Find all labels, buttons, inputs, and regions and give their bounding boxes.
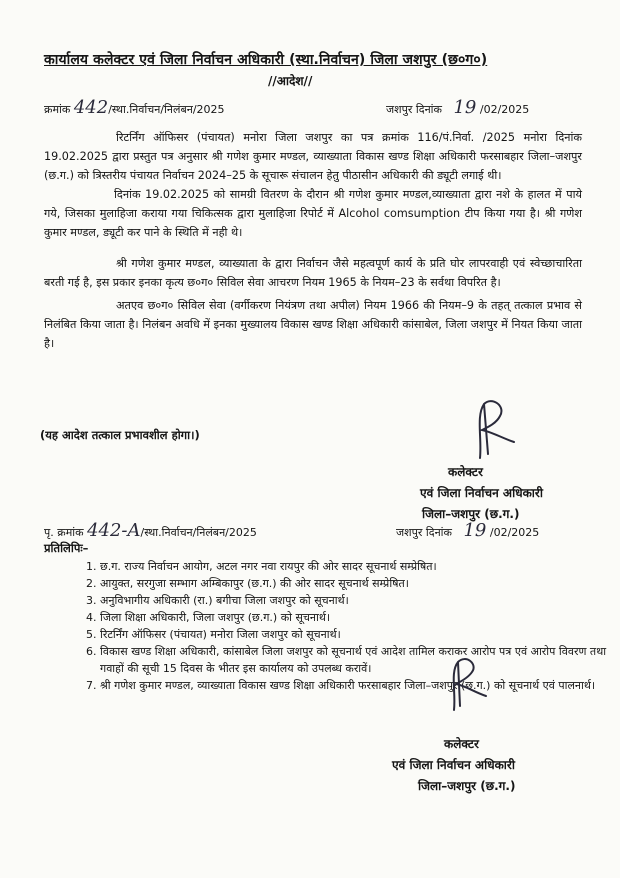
copy-to-item: 3. अनुविभागीय अधिकारी (रा.) बगीचा जिला जशपुर को सूचनार्थ। [100, 592, 610, 609]
order-number-line [44, 97, 225, 118]
copy-to-item: 2. आयुक्त, सरगुजा सम्भाग अम्बिकापुर (छ.ग.) की ओर सादर सूचनार्थ सम्प्रेषित। [100, 575, 610, 592]
order-number-handwritten: 442 [73, 97, 109, 118]
copy-to-item: 7. श्री गणेश कुमार मण्डल, व्याख्याता विकास खण्ड शिक्षा अधिकारी फरसाबहार जिला–जशपुर (छ.ग.) को सूचनार्थ एवं पालनार्थ। [100, 677, 610, 694]
endorsement-date-line [396, 520, 539, 541]
signature-1-district: जिला–जशपुर (छ.ग.) [422, 507, 520, 521]
order-heading: //आदेश// [268, 74, 313, 88]
order-date-day-handwritten: 19 [453, 97, 477, 118]
collector-signature-1 [462, 398, 532, 466]
copy-to-list [76, 558, 610, 694]
signature-2-role: एवं जिला निर्वाचन अधिकारी [392, 758, 515, 772]
signature-1-role: एवं जिला निर्वाचन अधिकारी [420, 486, 543, 500]
order-number-suffix: /स्था.निर्वाचन/निलंबन/2025 [108, 103, 225, 116]
endorsement-number-handwritten: 442-A [87, 520, 141, 541]
copy-to-item: 1. छ.ग. राज्य निर्वाचन आयोग, अटल नगर नवा रायपुर की ओर सादर सूचनार्थ सम्प्रेषित। [100, 558, 610, 575]
endorsement-date-label: जशपुर दिनांक [396, 526, 452, 539]
body-paragraph-4: अतएव छ०ग० सिविल सेवा (वर्गीकरण नियंत्रण तथा अपील) नियम 1966 की नियम–9 के तहत् तत्काल प्रभाव से निलंबित किया जाता है। निलंबन अवधि में इनका मुख्यालय विकास खण्ड शिक्षा अधिकारी कांसाबेल, जिला जशपुर में नियत किया जाता है। [44, 299, 582, 350]
signature-2-district: जिला–जशपुर (छ.ग.) [418, 779, 516, 793]
signature-2-designation: कलेक्टर [444, 737, 479, 751]
effective-note: (यह आदेश तत्काल प्रभावशील होगा।) [40, 428, 200, 442]
order-date-line [386, 97, 529, 118]
endorsement-date-day-handwritten: 19 [463, 520, 487, 541]
order-date-label: जशपुर दिनांक [386, 103, 442, 116]
body-paragraph-2: दिनांक 19.02.2025 को सामग्री वितरण के दौरान श्री गणेश कुमार मण्डल,व्याख्याता द्वारा नशे के हालत में पाये गये, जिसका मुलाहिजा कराया गया चिकित्सक द्वारा मुलाहिजा रिपोर्ट में Alcohol comsumption टीप किया गया है। श्री गणेश कुमार मण्डल, ड्यूटी कर पाने के स्थिति में नही थे। [44, 188, 582, 239]
collector-signature-2 [438, 656, 498, 716]
copy-to-item: 6. विकास खण्ड शिक्षा अधिकारी, कांसाबेल जिला जशपुर को सूचनार्थ एवं आदेश तामिल कराकर आरोप पत्र एवं आरोप विवरण तथा गवाहों की सूची 15 दिवस के भीतर इस कार्यालय को उपलब्ध करावें। [100, 643, 610, 677]
endorsement-date-month-year: /02/2025 [489, 526, 540, 539]
body-paragraph-3: श्री गणेश कुमार मण्डल, व्याख्याता के द्वारा निर्वाचन जैसे महत्वपूर्ण कार्य के प्रति घोर लापरवाही एवं स्वेच्छाचारिता बरती गई है, इस प्रकार इनका कृत्य छ०ग० सिविल सेवा आचरण नियम 1965 के नियम–23 के सर्वथा विपरित है। [44, 257, 582, 289]
endorsement-number-line [44, 520, 257, 541]
endorsement-number-suffix: /स्था.निर्वाचन/निलंबन/2025 [140, 526, 257, 539]
copy-to-label: प्रतिलिपिः– [44, 541, 89, 555]
order-date-month-year: /02/2025 [479, 103, 530, 116]
order-number-prefix: क्रमांक [44, 103, 71, 116]
endorsement-number-prefix: पृ. क्रमांक [44, 526, 84, 539]
signature-block-1 [420, 462, 543, 525]
body-paragraph-1: रिटर्निंग ऑफिसर (पंचायत) मनोरा जिला जशपुर का पत्र क्रमांक 116/पं.निर्वा. /2025 मनोरा दिनांक 19.02.2025 द्वारा प्रस्तुत पत्र अनुसार श्री गणेश कुमार मण्डल, व्याख्याता विकास खण्ड शिक्षा अधिकारी फरसाबहार जिला–जशपुर (छ.ग.) को त्रिस्तरीय पंचायत निर्वाचन 2024–25 के सूचारू संचालन हेतु पीठासीन अधिकारी की ड्यूटी लगाई थी। [44, 131, 582, 182]
copy-to-item: 4. जिला शिक्षा अधिकारी, जिला जशपुर (छ.ग.) को सूचनार्थ। [100, 609, 610, 626]
signature-1-designation: कलेक्टर [448, 465, 483, 479]
copy-to-item: 5. रिटर्निंग ऑफिसर (पंचायत) मनोरा जिला जशपुर को सूचनार्थ। [100, 626, 610, 643]
order-body [44, 128, 582, 353]
office-title: कार्यालय कलेक्टर एवं जिला निर्वाचन अधिकारी (स्था.निर्वाचन) जिला जशपुर (छ०ग०) [44, 52, 488, 68]
signature-block-2 [392, 734, 515, 797]
